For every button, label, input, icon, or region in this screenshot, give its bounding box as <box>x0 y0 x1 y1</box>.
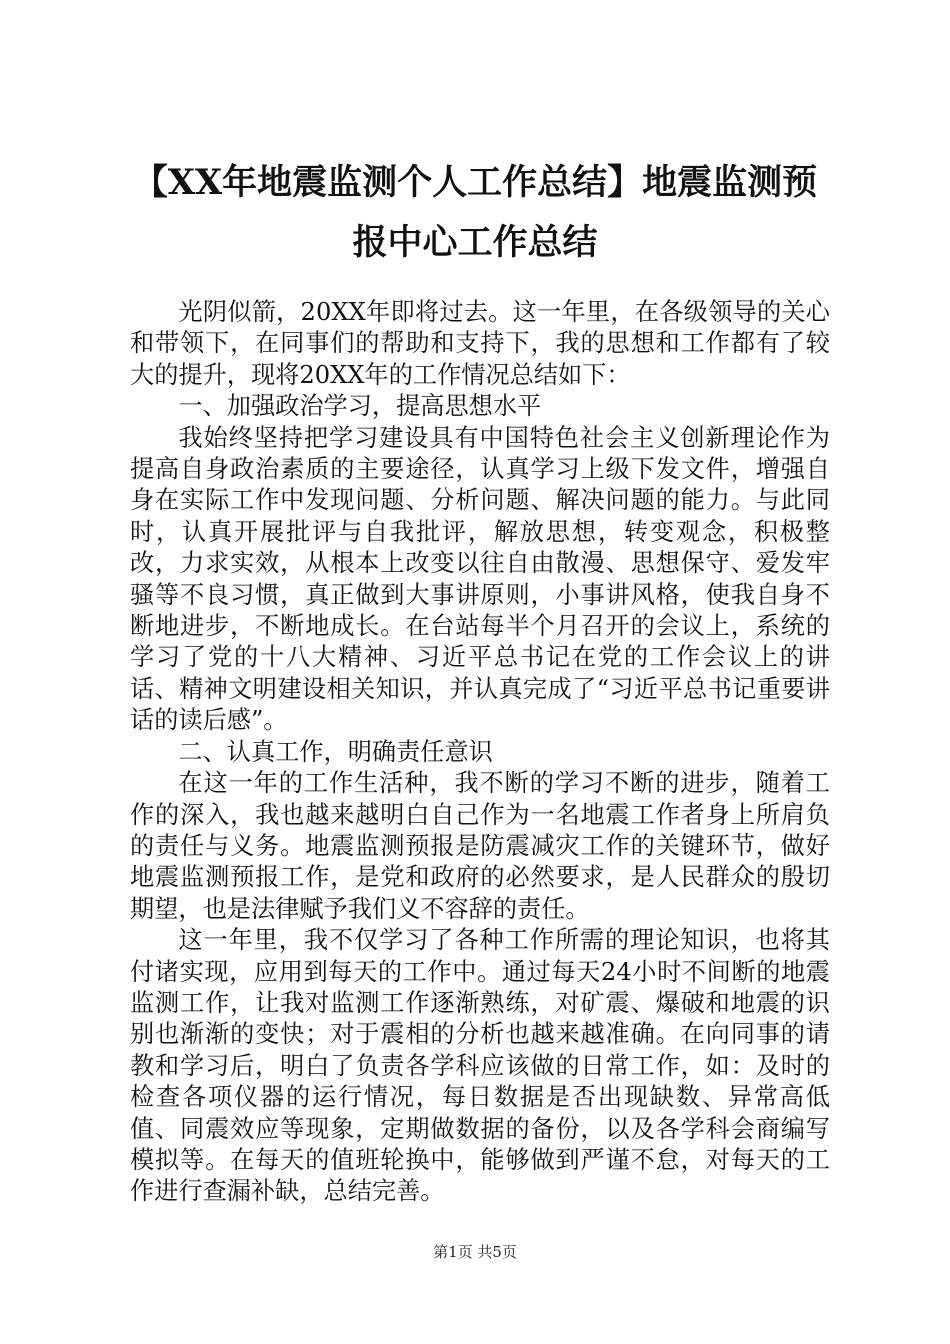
paragraph-section-2a: 在这一年的工作生活种，我不断的学习不断的进步，随着工作的深入，我也越来越明白自己作为一名地震工作者身上所肩负的责任与义务。地震监测预报是防震减灾工作的关键环节，做好地震监测预报工作，是党和政府的必然要求，是人民群众的殷切期望，也是法律赋予我们义不容辞的责任。 <box>130 769 830 923</box>
paragraph-section-1: 我始终坚持把学习建设具有中国特色社会主义创新理论作为提高自身政治素质的主要途径，认真学习上级下发文件，增强自身在实际工作中发现问题、分析问题、解决问题的能力。与此同时，认真开展批评与自我批评，解放思想，转变观念，积极整改，力求实效，从根本上改变以往自由散漫、思想保守、爱发牢骚等不良习惯，真正做到大事讲原则，小事讲风格，使我自身不断地进步，不断地成长。在台站每半个月召开的会议上，系统的学习了党的十八大精神、习近平总书记在党的工作会议上的讲话、精神文明建设相关知识，并认真完成了“习近平总书记重要讲话的读后感”。 <box>130 423 830 735</box>
paragraph-section-2b: 这一年里，我不仅学习了各种工作所需的理论知识，也将其付诸实现，应用到每天的工作中。通过每天24小时不间断的地震监测工作，让我对监测工作逐渐熟练，对矿震、爆破和地震的识别也渐渐的变快；对于震相的分析也越来越准确。在向同事的请教和学习后，明白了负责各学科应该做的日常工作，如：及时的检查各项仪器的运行情况，每日数据是否出现缺数、异常高低值、同震效应等现象，定期做数据的备份，以及各学科会商编写模拟等。在每天的值班轮换中，能够做到严谨不怠，对每天的工作进行查漏补缺，总结完善。 <box>130 926 830 1206</box>
section-heading-2: 二、认真工作，明确责任意识 <box>178 737 493 766</box>
document-body <box>130 297 830 1208</box>
section-heading-1: 一、加强政治学习，提高思想水平 <box>178 392 542 421</box>
document-title-line-1: 【XX年地震监测个人工作总结】地震监测预 <box>132 162 818 203</box>
paragraph-intro: 光阴似箭，20XX年即将过去。这一年里，在各级领导的关心和带领下，在同事们的帮助和支持下，我的思想和工作都有了较大的提升，现将20XX年的工作情况总结如下： <box>130 298 830 389</box>
document-title-line-2: 报中心工作总结 <box>352 222 598 263</box>
page-number-footer: 第1页 共5页 <box>433 1243 517 1261</box>
